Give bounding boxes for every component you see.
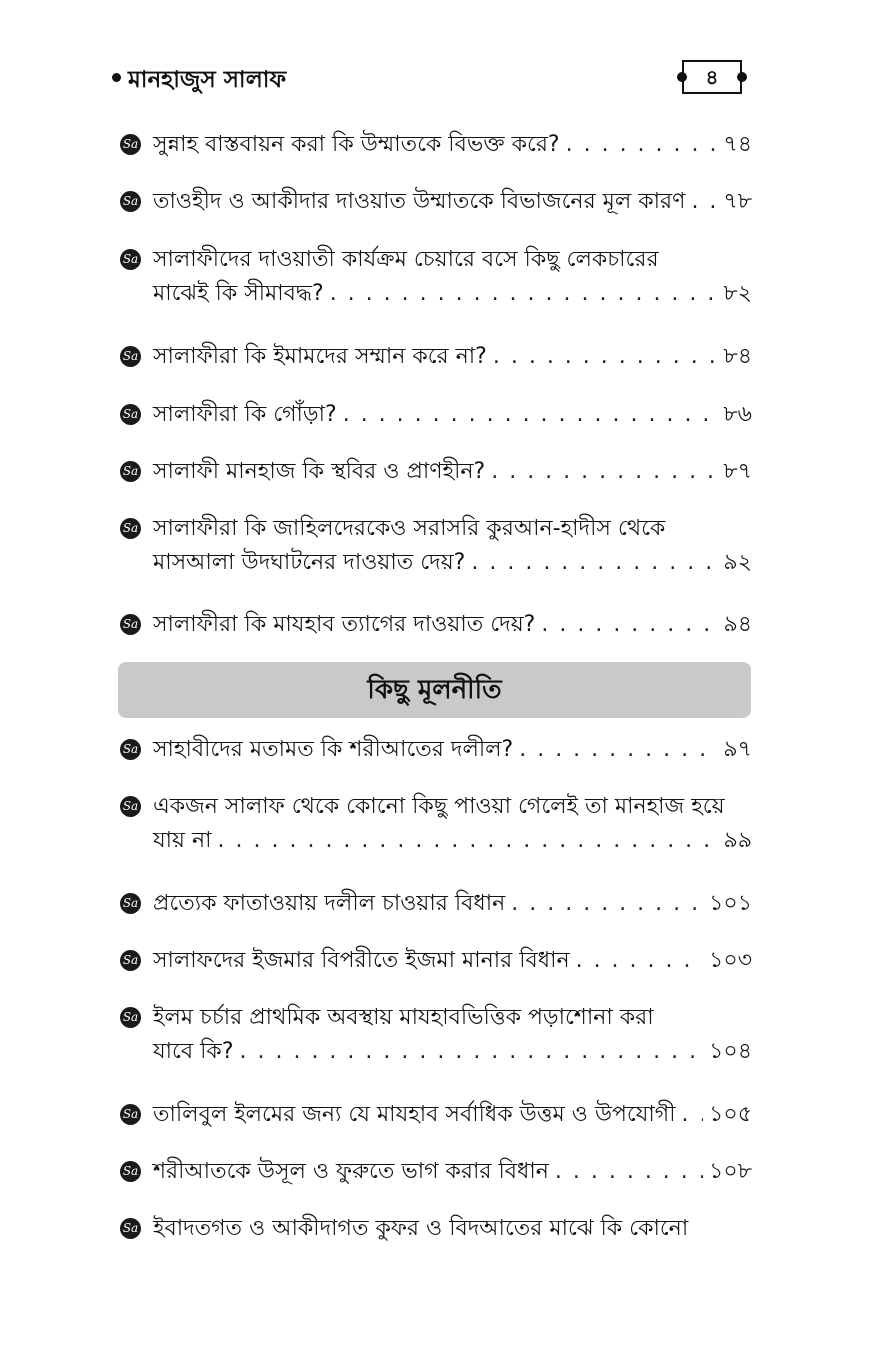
toc-entry-page: ১০৮ xyxy=(709,1159,752,1184)
toc-entry-page: ৭৪ xyxy=(723,132,752,157)
toc-entry[interactable] xyxy=(120,128,752,162)
toc-entry-title: একজন সালাফ থেকে কোনো কিছু পাওয়া গেলেই তা মানহাজ হয়ে xyxy=(153,794,725,819)
toc-entry-page: ৮৬ xyxy=(723,402,752,427)
toc-entry-title: শরীআতকে উসূল ও ফুরুতে ভাগ করার বিধান xyxy=(153,1159,549,1184)
bullet-icon: Sa xyxy=(120,739,141,760)
toc-entry[interactable] xyxy=(120,512,752,580)
toc-entry[interactable] xyxy=(120,608,752,642)
toc-entry-page: ১০৪ xyxy=(709,1039,752,1064)
dot-leader xyxy=(566,128,718,162)
toc-entry[interactable] xyxy=(120,733,752,767)
toc-entry[interactable] xyxy=(120,1212,752,1246)
dot-leader xyxy=(218,824,718,858)
toc-entry-page: ৯৯ xyxy=(723,828,752,853)
toc-entry-title: যায় না xyxy=(153,828,212,853)
dot-leader xyxy=(576,944,704,978)
toc-entry-page: ৯২ xyxy=(723,550,752,575)
toc-entry[interactable] xyxy=(120,340,752,374)
book-title: মানহাজুস সালাফ xyxy=(128,67,287,93)
bullet-icon: Sa xyxy=(120,1007,141,1028)
toc-entry-title: তাওহীদ ও আকীদার দাওয়াত উম্মাতকে বিভাজনের মূল কারণ xyxy=(153,189,686,214)
bullet-icon: Sa xyxy=(120,1161,141,1182)
dot-leader xyxy=(330,277,718,311)
bullet-icon: Sa xyxy=(120,404,141,425)
toc-entry-title: সালাফীদের দাওয়াতী কার্যক্রম চেয়ারে বসে কিছু লেকচারের xyxy=(153,247,659,272)
toc-entry-title: ইবাদতগত ও আকীদাগত কুফর ও বিদআতের মাঝে কি কোনো xyxy=(153,1216,689,1241)
toc-entry-title: যাবে কি? xyxy=(153,1039,234,1064)
bullet-icon: Sa xyxy=(120,461,141,482)
bullet-icon: Sa xyxy=(120,893,141,914)
toc-entry-page: ১০৩ xyxy=(709,948,752,973)
toc-entry[interactable] xyxy=(120,243,752,311)
bullet-icon: Sa xyxy=(120,614,141,635)
toc-entry[interactable] xyxy=(120,887,752,921)
toc-entry[interactable] xyxy=(120,185,752,219)
toc-entry-title: সালাফীরা কি ইমামদের সম্মান করে না? xyxy=(153,344,487,369)
toc-entry-page: ৮৪ xyxy=(723,344,752,369)
bullet-dot-icon xyxy=(112,73,121,82)
dot-leader xyxy=(555,1155,703,1189)
toc-entry-page: ৮৭ xyxy=(723,459,752,484)
toc-entry-title: সুন্নাহ বাস্তবায়ন করা কি উম্মাতকে বিভক্ত করে? xyxy=(153,132,560,157)
toc-entry[interactable] xyxy=(120,455,752,489)
toc-entry[interactable] xyxy=(120,790,752,858)
toc-entry-title: প্রত্যেক ফাতাওয়ায় দলীল চাওয়ার বিধান xyxy=(153,891,506,916)
dot-leader xyxy=(493,340,718,374)
toc-entry[interactable] xyxy=(120,1098,752,1132)
toc-entry-title: সালাফীরা কি মাযহাব ত্যাগের দাওয়াত দেয়? xyxy=(153,612,536,637)
page-number: ৪ xyxy=(682,60,742,94)
toc-entry[interactable] xyxy=(120,944,752,978)
dot-leader xyxy=(471,546,717,580)
bullet-icon: Sa xyxy=(120,950,141,971)
dot-leader xyxy=(491,455,717,489)
toc-entry-page: ৯৪ xyxy=(723,612,752,637)
bullet-icon: Sa xyxy=(120,249,141,270)
toc-entry-title: সালাফীরা কি জাহিলদেরকেও সরাসরি কুরআন-হাদীস থেকে xyxy=(153,516,666,541)
toc-entry[interactable] xyxy=(120,1001,752,1069)
toc-entry-title: সাহাবীদের মতামত কি শরীআতের দলীল? xyxy=(153,737,514,762)
bullet-icon: Sa xyxy=(120,518,141,539)
running-header xyxy=(110,58,750,98)
dot-leader xyxy=(682,1098,704,1132)
bullet-icon: Sa xyxy=(120,346,141,367)
toc-entry[interactable] xyxy=(120,398,752,432)
toc-entry-title: সালাফী মানহাজ কি স্থবির ও প্রাণহীন? xyxy=(153,459,486,484)
toc-entry-page: ৭৮ xyxy=(723,189,752,214)
toc-entry-title: সালাফীরা কি গোঁড়া? xyxy=(153,402,337,427)
dot-leader xyxy=(343,398,718,432)
dot-leader xyxy=(519,733,717,767)
bullet-icon: Sa xyxy=(120,796,141,817)
toc-entry-title: তালিবুল ইলমের জন্য যে মাযহাব সর্বাধিক উত্তম ও উপযোগী xyxy=(153,1102,676,1127)
bullet-icon: Sa xyxy=(120,1218,141,1239)
toc-entry[interactable] xyxy=(120,1155,752,1189)
toc-entry-page: ৮২ xyxy=(723,281,752,306)
toc-entry-title: মাঝেই কি সীমাবদ্ধ? xyxy=(153,281,324,306)
dot-leader xyxy=(691,185,717,219)
bullet-icon: Sa xyxy=(120,1104,141,1125)
section-heading: কিছু মূলনীতি xyxy=(118,662,751,718)
bullet-icon: Sa xyxy=(120,191,141,212)
dot-leader xyxy=(541,608,717,642)
toc-entry-title: সালাফদের ইজমার বিপরীতে ইজমা মানার বিধান xyxy=(153,948,570,973)
bullet-icon: Sa xyxy=(120,134,141,155)
dot-leader xyxy=(511,887,703,921)
toc-entry-title: মাসআলা উদঘাটনের দাওয়াত দেয়? xyxy=(153,550,466,575)
toc-entry-page: ১০৫ xyxy=(709,1102,752,1127)
dot-leader xyxy=(240,1035,704,1069)
toc-entry-page: ৯৭ xyxy=(723,737,752,762)
toc-entry-page: ১০১ xyxy=(709,891,752,916)
toc-entry-title: ইলম চর্চার প্রাথমিক অবস্থায় মাযহাবভিত্তিক পড়াশোনা করা xyxy=(153,1005,654,1030)
